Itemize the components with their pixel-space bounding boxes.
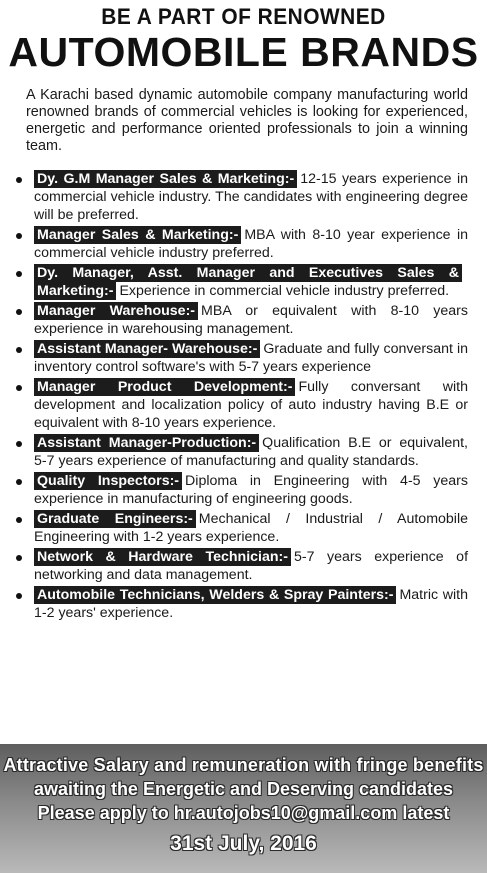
headline-top: BE A PART OF RENOWNED [101,4,386,29]
bullet-icon [16,555,22,561]
job-item [16,586,468,622]
job-title: Manager Warehouse:- [34,302,198,320]
footer-deadline-date: 31st July, 2016 [170,832,317,855]
job-description: Mechanical / Industrial / Automobile Engineering with 1-2 years experience. [34,511,468,545]
bullet-icon [16,479,22,485]
job-item [16,170,468,224]
job-description: Diploma in Engineering with 4-5 years experience in manufacturing of engineering goods. [34,473,469,507]
job-title: Quality Inspectors:- [34,472,182,490]
job-item [16,548,468,584]
job-title: Dy. G.M Manager Sales & Marketing:- [34,170,297,188]
bullet-icon [16,177,22,183]
headline-main: AUTOMOBILE BRANDS [8,29,479,75]
job-description: Qualification B.E or equivalent, 5-7 years experience of manufacturing and quality standards. [34,435,468,469]
job-item [16,226,468,262]
job-item [16,510,468,546]
job-description: Fully conversant with development and localization policy of auto industry having B.E or equivalent with 8-10 years experience. [34,379,468,431]
job-title: Dy. Manager, Asst. Manager and Executives Sales & Marketing:- [34,264,462,300]
footer-banner [0,744,487,873]
bullet-icon [16,309,22,315]
footer-salary-line: Attractive Salary and remuneration with fringe benefits [3,755,484,775]
job-list [16,170,468,624]
job-title: Network & Hardware Technician:- [34,548,291,566]
job-description: Graduate and fully conversant in inventory control software's with 5-7 years experience [34,341,468,375]
bullet-icon [16,385,22,391]
bullet-icon [16,441,22,447]
bullet-icon [16,233,22,239]
bullet-icon [16,347,22,353]
job-item [16,378,468,432]
bullet-icon [16,517,22,523]
job-title: Graduate Engineers:- [34,510,196,528]
job-title: Assistant Manager-Production:- [34,434,259,452]
job-description: Matric with 1-2 years' experience. [34,587,469,621]
job-description: MBA with 8-10 year experience in commercial vehicle industry preferred. [34,227,469,261]
job-item [16,340,468,376]
footer-apply-line: Please apply to hr.autojobs10@gmail.com latest [37,803,450,823]
job-title: Assistant Manager- Warehouse:- [34,340,260,358]
footer-candidates-line: awaiting the Energetic and Deserving candidates [33,779,454,799]
bullet-icon [16,593,22,599]
job-description: MBA or equivalent with 8-10 years experience in warehousing management. [34,303,468,337]
intro-paragraph: A Karachi based dynamic automobile company manufacturing world renowned brands of commercial vehicles is looking for experienced, energetic and performance oriented professionals to join a winning team. [26,87,468,154]
job-title: Automobile Technicians, Welders & Spray Painters:- [34,586,396,604]
job-item [16,434,468,470]
job-title: Manager Product Development:- [34,378,295,396]
job-title: Manager Sales & Marketing:- [34,226,241,244]
bullet-icon [16,271,22,277]
job-item [16,302,468,338]
job-description: 5-7 years experience of networking and data management. [34,549,469,583]
job-item [16,472,468,508]
job-description: Experience in commercial vehicle industry preferred. [119,283,450,299]
job-item [16,264,468,300]
job-description: 12-15 years experience in commercial vehicle industry. The candidates with engineering degree will be preferred. [34,171,468,223]
